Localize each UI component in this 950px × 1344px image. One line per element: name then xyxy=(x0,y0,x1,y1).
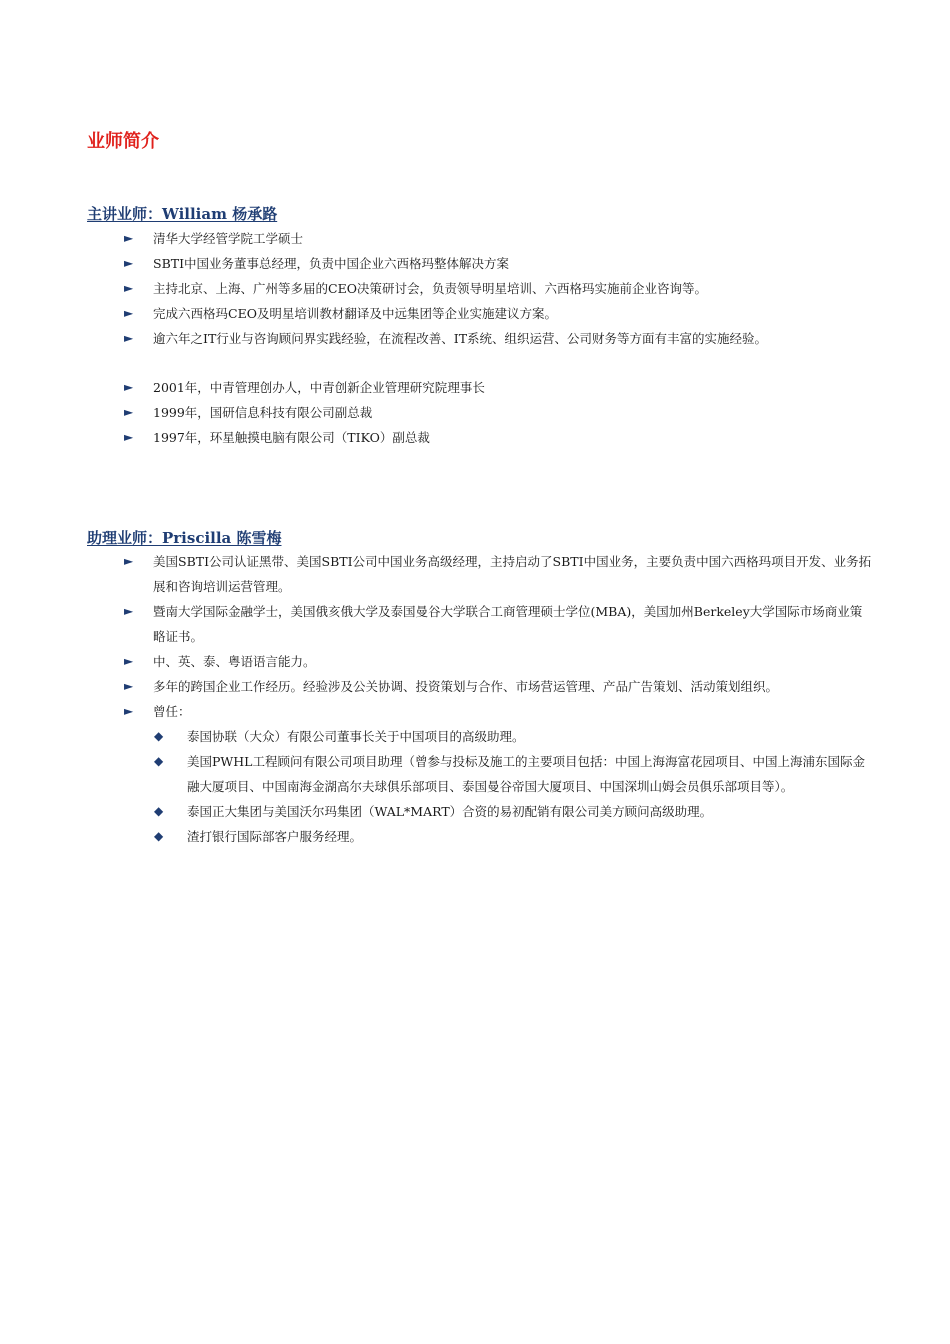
page-title: 业师简介 xyxy=(87,131,159,152)
triangle-bullet-icon: ► xyxy=(124,231,134,245)
triangle-bullet-icon: ► xyxy=(124,704,134,718)
triangle-bullet-icon: ► xyxy=(124,380,134,394)
triangle-bullet-icon: ► xyxy=(124,281,134,295)
triangle-bullet-icon: ► xyxy=(124,430,134,444)
triangle-bullet-icon: ► xyxy=(124,405,134,419)
sub-list-item: ◆ 泰国正大集团与美国沃尔玛集团（WAL*MART）合资的易初配销有限公司美方顾问高级助理。 xyxy=(0,799,950,824)
list-item: ► 2001年，中青管理创办人，中青创新企业管理研究院理事长 xyxy=(0,375,950,400)
sub-list-item: ◆ 美国PWHL工程顾问有限公司项目助理（曾参与投标及施工的主要项目包括：中国上海海富花园项目、中国上海浦东国际金融大厦项目、中国南海金湖高尔夫球俱乐部项目、泰国曼谷帝国大厦项目、中国深圳山姆会员俱乐部项目等）。 xyxy=(0,749,950,799)
sub-list-item: ◆ 渣打银行国际部客户服务经理。 xyxy=(0,824,950,849)
triangle-bullet-icon: ► xyxy=(124,256,134,270)
triangle-bullet-icon: ► xyxy=(124,306,134,320)
triangle-bullet-icon: ► xyxy=(124,554,134,568)
lead-instructor-list-b xyxy=(0,375,950,450)
lead-instructor-heading: 主讲业师：William 杨承路 xyxy=(87,205,278,223)
list-item: ► 暨南大学国际金融学士，美国俄亥俄大学及泰国曼谷大学联合工商管理硕士学位(MBA)，美国加州Berkeley大学国际市场商业策略证书。 xyxy=(0,599,950,649)
list-item: ► 美国SBTI公司认证黑带、美国SBTI公司中国业务高级经理，主持启动了SBTI中国业务，主要负责中国六西格玛项目开发、业务拓展和咨询培训运营管理。 xyxy=(0,549,950,599)
triangle-bullet-icon: ► xyxy=(124,679,134,693)
lead-instructor-list-a xyxy=(0,226,950,351)
sub-list-item: ◆ 泰国协联（大众）有限公司董事长关于中国项目的高级助理。 xyxy=(0,724,950,749)
list-item: ► 逾六年之IT行业与咨询顾问界实践经验，在流程改善、IT系统、组织运营、公司财务等方面有丰富的实施经验。 xyxy=(0,326,950,351)
diamond-bullet-icon: ◆ xyxy=(154,804,164,818)
diamond-bullet-icon: ◆ xyxy=(154,829,164,843)
list-item: ► 主持北京、上海、广州等多届的CEO决策研讨会，负责领导明星培训、六西格玛实施前企业咨询等。 xyxy=(0,276,950,301)
list-item: ► 曾任： xyxy=(0,699,950,724)
triangle-bullet-icon: ► xyxy=(124,604,134,618)
list-item: ► 多年的跨国企业工作经历。经验涉及公关协调、投资策划与合作、市场营运管理、产品广告策划、活动策划组织。 xyxy=(0,674,950,699)
list-item: ► 1999年，国研信息科技有限公司副总裁 xyxy=(0,400,950,425)
assistant-instructor-list xyxy=(0,549,950,849)
diamond-bullet-icon: ◆ xyxy=(154,754,164,768)
list-item: ► 中、英、泰、粤语语言能力。 xyxy=(0,649,950,674)
diamond-bullet-icon: ◆ xyxy=(154,729,164,743)
list-item: ► 1997年，环星触摸电脑有限公司（TIKO）副总裁 xyxy=(0,425,950,450)
triangle-bullet-icon: ► xyxy=(124,331,134,345)
triangle-bullet-icon: ► xyxy=(124,654,134,668)
list-item: ► 清华大学经管学院工学硕士 xyxy=(0,226,950,251)
list-item: ► SBTI中国业务董事总经理，负责中国企业六西格玛整体解决方案 xyxy=(0,251,950,276)
list-item: ► 完成六西格玛CEO及明星培训教材翻译及中远集团等企业实施建议方案。 xyxy=(0,301,950,326)
assistant-instructor-heading: 助理业师：Priscilla 陈雪梅 xyxy=(87,529,282,547)
